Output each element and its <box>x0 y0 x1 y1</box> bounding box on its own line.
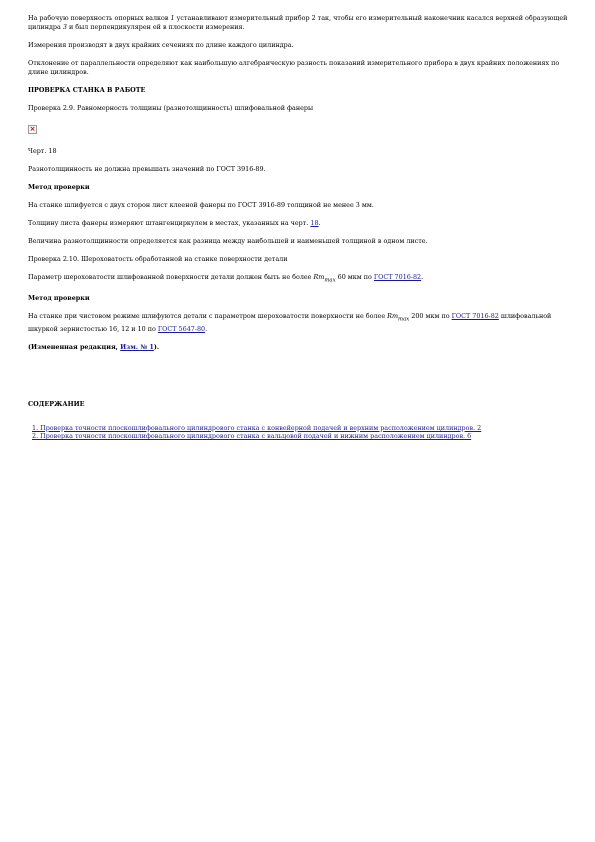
text: ). <box>153 342 160 351</box>
table-of-contents <box>32 424 568 441</box>
broken-image-icon <box>28 125 37 134</box>
document-page <box>28 14 568 441</box>
broken-image-mark: × <box>29 125 36 133</box>
text-italic: 1 <box>170 14 175 22</box>
check-2-10-title: Проверка 2.10. Шероховатость обработанной на станке поверхности детали <box>28 255 288 263</box>
text-italic-sub: max <box>324 277 336 284</box>
text-italic: Rm <box>387 312 399 321</box>
check-2-9-title: Проверка 2.9. Равномерность толщины (разнотолщинность) шлифовальной фанеры <box>28 104 314 112</box>
paragraph-plywood-sanding: На станке шлифуется с двух сторон лист клееной фанеры по ГОСТ 3916-89 толщиной не менее 3 мм. <box>28 201 374 209</box>
link-amendment-1[interactable]: Изм. № 1 <box>120 342 154 351</box>
text: 200 мкм по <box>409 312 452 321</box>
link-figure-18[interactable]: 18 <box>310 219 319 227</box>
heading-work-check: ПРОВЕРКА СТАНКА В РАБОТЕ <box>28 86 146 94</box>
text: и был перпендикулярен ей в плоскости измерения. <box>66 23 245 31</box>
paragraph-rollers <box>28 14 568 32</box>
toc-item <box>32 424 568 433</box>
link-gost-5647[interactable]: ГОСТ 5647-80 <box>157 324 206 333</box>
paragraph-deviation: Отклонение от параллельности определяют как наибольшую алгебраическую разность показаний измерительного прибора в двух крайних положениях по длине цилиндров. <box>28 59 560 76</box>
method-heading-1: Метод проверки <box>28 183 90 191</box>
text: На рабочую поверхность опорных валков <box>28 14 171 22</box>
text: (Измененная редакция, <box>28 342 121 351</box>
text: шлифовальной шкуркой зернистостью 16, 12 и 10 по <box>28 312 552 333</box>
text: На станке при чистовом режиме шлифуются детали с параметром шероховатости поверхности не более <box>28 312 388 321</box>
text: . <box>421 273 424 281</box>
link-gost-7016-b[interactable]: ГОСТ 7016-82 <box>451 312 499 321</box>
text-italic: 3 <box>62 23 67 31</box>
method-heading-2: Метод проверки <box>28 294 90 303</box>
toc-title: СОДЕРЖАНИЕ <box>28 399 85 408</box>
text: Параметр шероховатости шлифованной поверхности детали должен быть не более <box>28 273 314 281</box>
paragraph-thickness-variation: Величина разнотолщинности определяется как разница между наибольшей и наименьшей толщиной в одном листе. <box>28 237 428 245</box>
toc-link-section-2[interactable]: 2. Проверка точности плоскошлифовального цилиндрового станка с вальцовой подачей и нижним расположением цилиндров. 6 <box>32 432 472 441</box>
figure-container <box>28 119 568 138</box>
paragraph-thickness-limit: Разнотолщинность не должна превышать значений по ГОСТ 3916-89. <box>28 165 266 173</box>
paragraph-caliper <box>28 219 568 228</box>
paragraph-finish-sanding <box>28 312 568 333</box>
paragraph-measurements: Измерения производят в двух крайних сечениях по длине каждого цилиндра. <box>28 41 294 49</box>
toc-item <box>32 432 568 441</box>
text-italic-sub: max <box>398 316 410 323</box>
link-gost-7016[interactable]: ГОСТ 7016-82 <box>373 273 422 281</box>
text: 60 мкм по <box>335 273 374 281</box>
text: . <box>205 324 208 333</box>
text-italic: Rm <box>313 273 325 281</box>
paragraph-roughness-limit <box>28 273 568 285</box>
amendment-note <box>28 343 568 352</box>
text: Толщину листа фанеры измеряют штангенциркулем в местах, указанных на черт. <box>28 219 311 227</box>
text: . <box>318 219 321 227</box>
figure-caption: Черт. 18 <box>28 147 57 155</box>
text: устанавливают измерительный прибор 2 так, чтобы его измерительный наконечник касался верхней образующей цилиндра <box>28 14 568 31</box>
toc-link-section-1[interactable]: 1. Проверка точности плоскошлифовального цилиндрового станка с конвейерной подачей и верхним расположением цилиндров. 2 <box>32 423 482 432</box>
